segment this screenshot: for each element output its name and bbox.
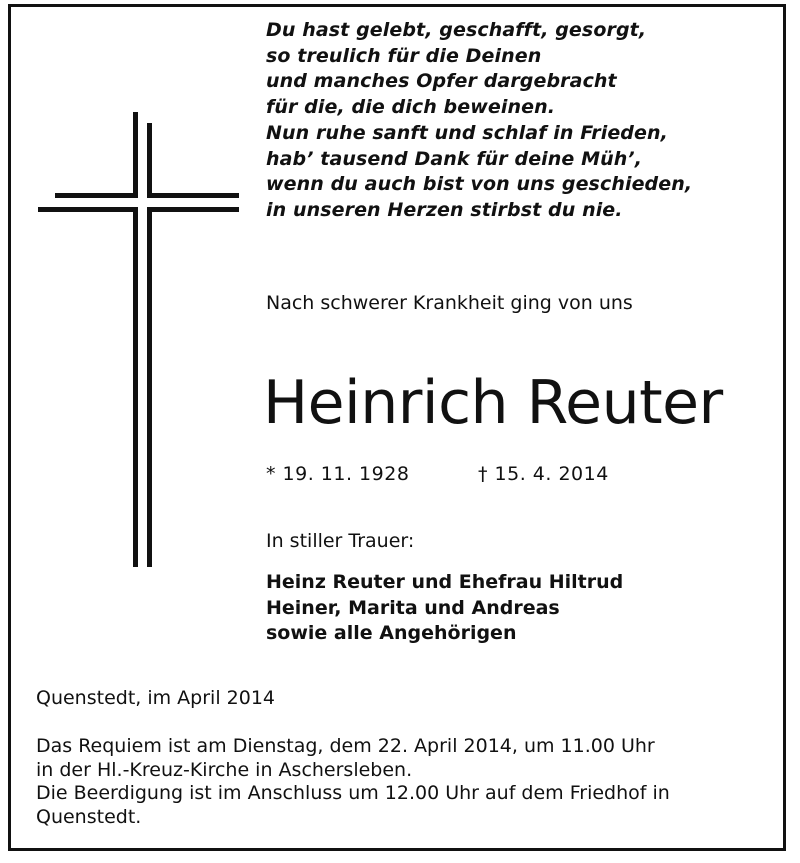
- deceased-name: Heinrich Reuter: [263, 368, 723, 438]
- service-line: Das Requiem ist am Dienstag, dem 22. April 2014, um 11.00 Uhr: [36, 735, 655, 757]
- poem-line: für die, die dich beweinen.: [266, 96, 556, 119]
- poem-line: Du hast gelebt, geschafft, gesorgt,: [266, 19, 647, 41]
- family-line: Heiner, Marita und Andreas: [266, 596, 560, 619]
- poem: [266, 18, 692, 224]
- family-line: sowie alle Angehörigen: [266, 622, 517, 644]
- poem-line: Nun ruhe sanft und schlaf in Frieden,: [266, 121, 668, 144]
- service-line: in der Hl.-Kreuz-Kirche in Aschersleben.: [36, 758, 413, 781]
- poem-line: wenn du auch bist von uns geschieden,: [266, 173, 693, 196]
- birth-date: * 19. 11. 1928: [266, 463, 410, 485]
- service-line: Die Beerdigung ist im Anschluss um 12.00 Uhr auf dem Friedhof in: [36, 782, 670, 804]
- cross-upright-left: [133, 112, 138, 567]
- intro-text: Nach schwerer Krankheit ging von uns: [266, 292, 633, 314]
- cross-outline: [38, 112, 239, 567]
- death-date: † 15. 4. 2014: [478, 463, 609, 485]
- mourning-label: In stiller Trauer:: [266, 530, 415, 552]
- family-list: [266, 570, 623, 647]
- poem-line: und manches Opfer dargebracht: [266, 70, 617, 93]
- service-info: [36, 735, 670, 829]
- place-date: Quenstedt, im April 2014: [36, 687, 276, 709]
- family-line: Heinz Reuter und Ehefrau Hiltrud: [266, 571, 624, 593]
- poem-line: so treulich für die Deinen: [266, 44, 542, 67]
- cross-gap-horizontal: [130, 198, 155, 207]
- poem-line: in unseren Herzen stirbst du nie.: [266, 198, 623, 221]
- cross-upright-right: [147, 123, 152, 567]
- poem-line: hab’ tausend Dank für deine Müh’,: [266, 147, 643, 170]
- service-line: Quenstedt.: [36, 805, 142, 828]
